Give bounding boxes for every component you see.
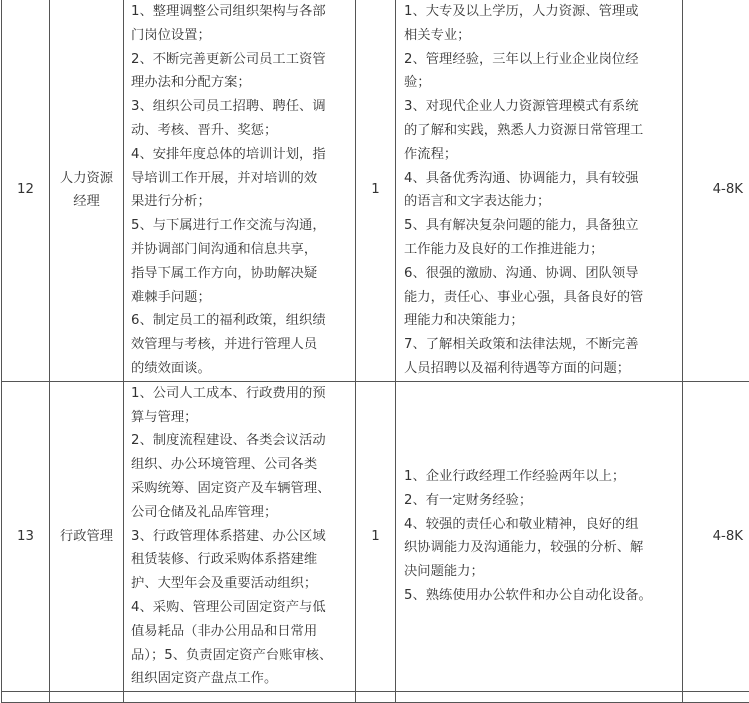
job-requirements-cell [396, 0, 683, 381]
headcount: 1 [356, 0, 396, 381]
requirement-line: 4、较强的责任心和敬业精神，良好的组 [404, 513, 676, 537]
duty-line: 4、采购、管理公司固定资产与低 [131, 596, 349, 620]
requirement-line: 7、了解相关政策和法律法规，不断完善 [404, 333, 676, 357]
requirement-line: 能力，责任心、事业心强，具备良好的管 [404, 286, 676, 310]
table-cell [124, 692, 356, 703]
duty-line: 4、安排年度总体的培训计划，指 [131, 143, 349, 167]
duty-line: 难棘手问题； [131, 286, 349, 310]
job-table [1, 0, 749, 703]
duty-line: 公司仓储及礼品库管理； [131, 501, 349, 525]
table-cell [683, 692, 749, 703]
table-row [2, 381, 749, 691]
duty-line: 6、制定员工的福利政策，组织绩 [131, 309, 349, 333]
duty-line: 1、公司人工成本、行政费用的预 [131, 382, 349, 406]
duty-line: 1、整理调整公司组织架构与各部 [131, 0, 349, 24]
row-number: 12 [2, 0, 50, 381]
duty-line: 动、考核、晋升、奖惩； [131, 119, 349, 143]
headcount: 1 [356, 381, 396, 691]
duty-line: 值易耗品（非办公用品和日常用 [131, 620, 349, 644]
requirement-line: 的了解和实践，熟悉人力资源日常管理工 [404, 119, 676, 143]
salary: 4-8K [683, 381, 749, 691]
requirement-line: 3、对现代企业人力资源管理模式有系统 [404, 95, 676, 119]
duty-line: 导培训工作开展，并对培训的效 [131, 167, 349, 191]
requirement-line: 5、熟练使用办公软件和办公自动化设备。 [404, 584, 676, 608]
requirement-line: 织协调能力及沟通能力，较强的分析、解 [404, 536, 676, 560]
job-title-cell [50, 381, 124, 691]
duty-line: 采购统筹、固定资产及车辆管理、 [131, 477, 349, 501]
requirement-line: 决问题能力； [404, 560, 676, 584]
job-title-line: 人力资源 [53, 167, 120, 191]
duty-line: 指导下属工作方向，协助解决疑 [131, 262, 349, 286]
table-cell [396, 692, 683, 703]
duty-line: 3、行政管理体系搭建、办公区域 [131, 525, 349, 549]
duty-line: 算与管理； [131, 406, 349, 430]
requirement-line: 2、有一定财务经验； [404, 489, 676, 513]
requirement-line: 2、管理经验，三年以上行业企业岗位经 [404, 48, 676, 72]
table-row [2, 692, 749, 703]
duty-line: 组织固定资产盘点工作。 [131, 667, 349, 691]
table-cell [2, 692, 50, 703]
job-title-line: 行政管理 [53, 525, 120, 549]
requirement-line: 相关专业； [404, 24, 676, 48]
requirement-line: 1、大专及以上学历，人力资源、管理或 [404, 0, 676, 24]
duty-line: 理办法和分配方案； [131, 71, 349, 95]
requirement-line: 人员招聘以及福利待遇等方面的问题； [404, 357, 676, 381]
requirement-line: 1、企业行政经理工作经验两年以上； [404, 465, 676, 489]
salary: 4-8K [683, 0, 749, 381]
duty-line: 果进行分析； [131, 190, 349, 214]
duty-line: 的绩效面谈。 [131, 357, 349, 381]
duty-line: 2、不断完善更新公司员工工资管 [131, 48, 349, 72]
duty-line: 门岗位设置； [131, 24, 349, 48]
table-cell [50, 692, 124, 703]
duty-line: 护、大型年会及重要活动组织； [131, 572, 349, 596]
requirement-line: 5、具有解决复杂问题的能力，具备独立 [404, 214, 676, 238]
job-requirements-cell [396, 381, 683, 691]
table-row [2, 0, 749, 381]
job-title-line: 经理 [53, 190, 120, 214]
job-duties-cell [124, 0, 356, 381]
duty-line: 组织、办公环境管理、公司各类 [131, 453, 349, 477]
duty-line: 租赁装修、行政采购体系搭建维 [131, 548, 349, 572]
requirement-line: 4、具备优秀沟通、协调能力，具有较强 [404, 167, 676, 191]
job-title-cell [50, 0, 124, 381]
row-number: 13 [2, 381, 50, 691]
table-cell [356, 692, 396, 703]
job-duties-cell [124, 381, 356, 691]
requirement-line: 理能力和决策能力； [404, 309, 676, 333]
requirement-line: 的语言和文字表达能力； [404, 190, 676, 214]
duty-line: 2、制度流程建设、各类会议活动 [131, 429, 349, 453]
requirement-line: 6、很强的激励、沟通、协调、团队领导 [404, 262, 676, 286]
duty-line: 效管理与考核，并进行管理人员 [131, 333, 349, 357]
duty-line: 并协调部门间沟通和信息共享， [131, 238, 349, 262]
requirement-line: 作流程； [404, 143, 676, 167]
requirement-line: 工作能力及良好的工作推进能力； [404, 238, 676, 262]
requirement-line: 验； [404, 71, 676, 95]
duty-line: 5、与下属进行工作交流与沟通， [131, 214, 349, 238]
duty-line: 品）；5、负责固定资产台账审核、 [131, 644, 349, 668]
duty-line: 3、组织公司员工招聘、聘任、调 [131, 95, 349, 119]
